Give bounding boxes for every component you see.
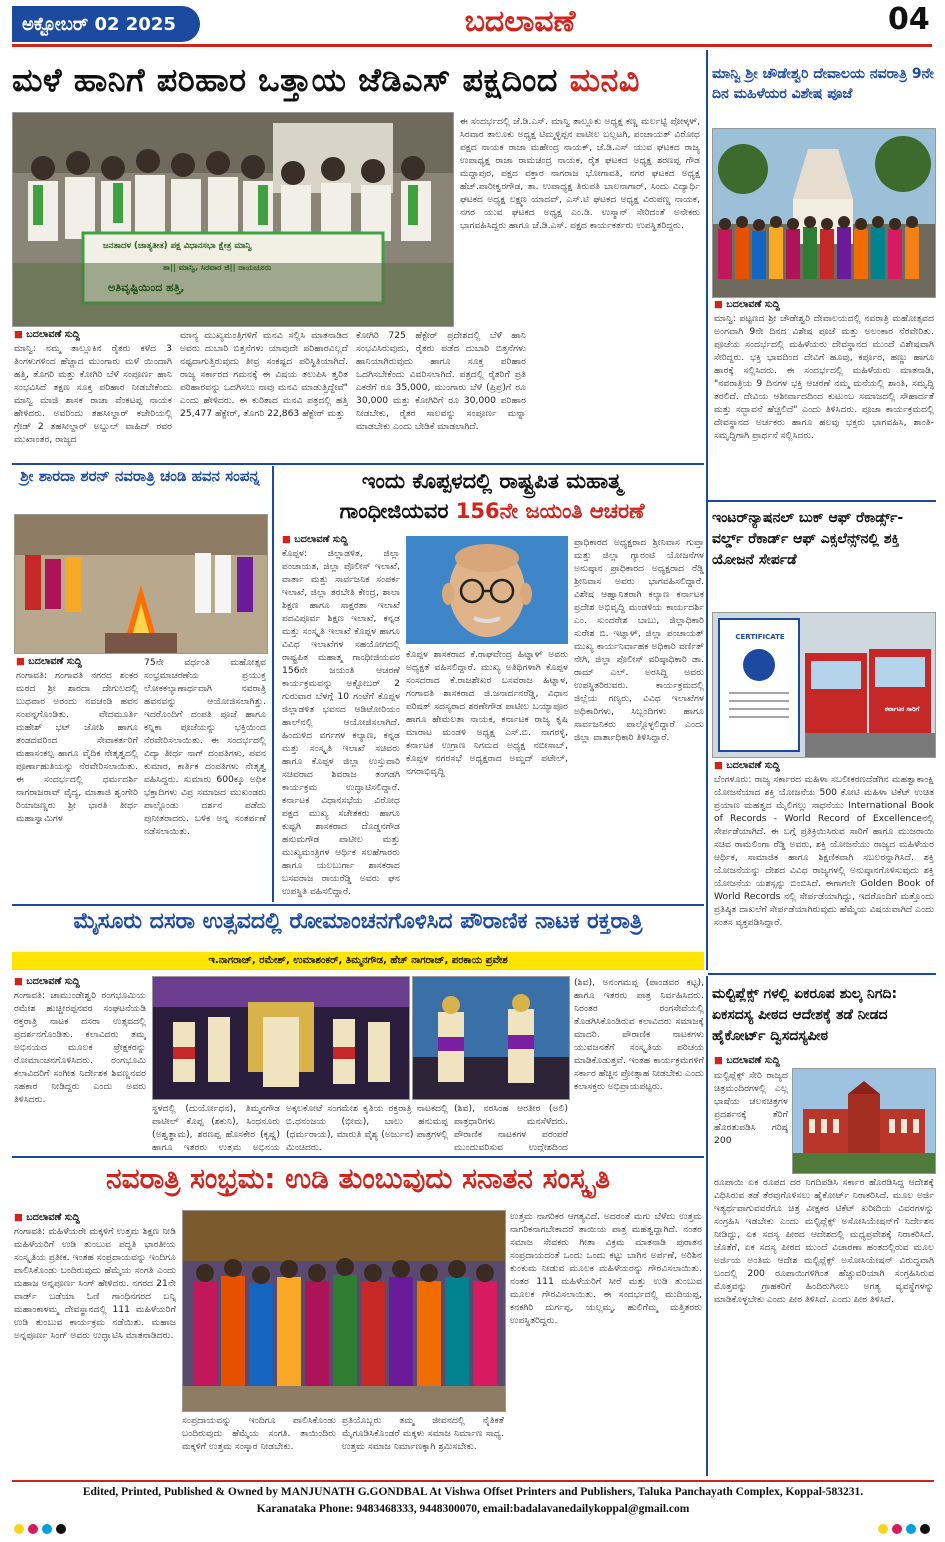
main-headline-part2: ಮನವಿ bbox=[569, 61, 640, 99]
dasara-story-col1: ಗಂಗಾವತಿ: ಚಾಮುಂಡೇಶ್ವರಿ ರಂಗಭೂಮಿಯ ರಮೇಶ ಹುಚ್ಚೀರಪ್ಪನವರ ಸಂಘಟನೆಯಡಿ ರಕ್ತರಾತ್ರಿ ನಾಟಕ ದಸರಾ ಉತ್ಸವದಲ್ಲಿ ಪ್ರದರ್ಶನಗೊಂಡಿತು. ಕಲಾವಿದರು ತಮ್ಮ ಅಭಿನಯದ ಮೂಲಕ ಪ್ರೇಕ್ಷಕರನ್ನು ರೋಮಾಂಚನಗೊಳಿಸಿದರು. ರಂಗಭೂಮಿ ಕಲಾವಿದರಿಗೆ ಸಂಗೀತ ನಿರ್ದೇಶಕ ಶಿವಣ್ಣನವರ ಸಹಕಾರ ನೀಡಿದ್ದರು ಎಂದು ಅವರು ತಿಳಿಸಿದರು. bbox=[14, 990, 146, 1105]
main-story-byline: ■ ಬದಲಾವಣೆ ಸುದ್ದಿ bbox=[14, 329, 80, 340]
navaratri-story-col3: ಪ್ರತಿಯೊಬ್ಬರು ತಮ್ಮ ಜೀವನದಲ್ಲಿ ನೈತಿಕತೆ ಮೈಗೂಡಿಸಿಕೊಂಡರೆ ಮಕ್ಕಳು ಸಮಾಜ ನಿರ್ಮಾಣ ಸಾಧ್ಯ. ಉತ್ತಮ ಸಮಾಜ ನಿರ್ಮಾಣಕ್ಕಾಗಿ ಶ್ರಮಿಸಬೇಕು. bbox=[342, 1415, 504, 1452]
column-rule-sharada bbox=[272, 466, 274, 902]
manvi-story-body: ಮಾನ್ವಿ: ಪಟ್ಟಣದ ಶ್ರೀ ಚೌಡೇಶ್ವರಿ ದೇವಾಲಯದಲ್ಲಿ ನವರಾತ್ರಿ ಮಹೋತ್ಸವದ ಅಂಗವಾಗಿ 9ನೇ ದಿನದ ವಿಶೇಷ ಪೂಜೆ ಮತ್ತು ಅಲಂಕಾರ ನೆರವೇರಿತು. ಪೂಜೆಯ ಸಂದರ್ಭದಲ್ಲಿ ಮಹಿಳೆಯರು ದೇವಸ್ಥಾನದ ಮುಂದೆ ವಿಶೇಷವಾಗಿ ಸೇರಿದ್ದರು. ಭಕ್ತಿ ಭಾವದಿಂದ ದೇವಿಗೆ ಹೂವು, ಕರ್ಪೂರ, ಹಣ್ಣು ಹಾಗೂ ಹಾರಕ್ಕೆ ಸಲ್ಲಿಸಿದರು. ಈ ಸಂದರ್ಭದಲ್ಲಿ ಮಹಿಳೆಯರು ಮಾತನಾಡಿ, "ನವರಾತ್ರಿಯ 9 ದಿನಗಳ ಭಕ್ತಿ ಆಚರಣೆ ನಮ್ಮ ಮನೆಯಲ್ಲಿ ಶಾಂತಿ, ಸಮೃದ್ಧಿ ತರಲಿದೆ. ದೇವಿಯ ಆಶೀರ್ವಾದದಿಂದ ಕುಟುಂಬ ಸಮಾಜದಲ್ಲಿ ಸೌಹಾರ್ದತೆ ಮತ್ತು ಸದ್ಭಾವನೆ ಹೆಚ್ಚಲಿದೆ" ಎಂದು ತಿಳಿಸಿದರು. ಪೂಜಾ ಕಾರ್ಯಕ್ರಮದಲ್ಲಿ ದೇವಸ್ಥಾನದ ಅರ್ಚಕರು ಹಾಗೂ ಹಲವು ಭಕ್ತರು ಭಾಗವಹಿಸಿ, ಶಾಂತಿ-ಸಮೃದ್ಧಿಗಾಗಿ ಪ್ರಾರ್ಥನೆ ಸಲ್ಲಿಸಿದರು. bbox=[714, 313, 934, 441]
header-rule bbox=[12, 44, 932, 47]
shakti-story-byline: ■ ಬದಲಾವಣೆ ಸುದ್ದಿ bbox=[714, 760, 780, 771]
shakti-story-headline: ಇಂಟರ್‌ನ್ಯಾಷನಲ್ ಬುಕ್ ಆಫ್ ರೆಕಾರ್ಡ್ಸ್-ವರ್ಲ್ಡ್ ರೆಕಾರ್ಡ್ ಆಫ್ ಎಕ್ಸಲೆನ್ಸ್‌ನಲ್ಲಿ ಶಕ್ತಿ ಯೋಜನೆ ಸೇರ್ಪಡೆ bbox=[712, 510, 904, 568]
registration-dot-magenta-left bbox=[28, 1524, 38, 1534]
karnataka-high-court-building bbox=[793, 1069, 935, 1173]
shakti-story-body: ಬೆಂಗಳೂರು: ರಾಜ್ಯ ಸರ್ಕಾರದ ಮಹಿಳಾ ಸಬಲೀಕರಣದೆಡೆಗಿನ ಮಹತ್ವಾಕಾಂಕ್ಷಿ ಯೋಜನೆಯಾದ ಶಕ್ತಿ ಯೋಜನೆಯ 500 ಕೋಟಿ ಮಹಿಳಾ ಟಿಕೆಟ್ ಉಚಿತ ಪ್ರಯಾಣ ಮಹತ್ವದ ಮೈಲಿಗಲ್ಲು ಸಾಧನೆಯು International Book of Records - World Record of Excellenceನಲ್ಲಿ ಸೇರ್ಪಡೆಯಾಗಿದೆ. ಈ ಬಗ್ಗೆ ಪ್ರತಿಕ್ರಿಯಿಸಿರುವ ಸಾರಿಗೆ ಹಾಗೂ ಮುಜರಾಯಿ ಸಚಿವ ರಾಮಲಿಂಗಾ ರೆಡ್ಡಿ ಅವರು, ಶಕ್ತಿ ಯೋಜನೆಯು ರಾಜ್ಯದ ಮಹಿಳೆಯರ ಆರ್ಥಿಕ, ಸಾಮಾಜಿಕ ಹಾಗೂ ಶಿಕ್ಷಣಿಕವಾಗಿ ಸಬಲರನ್ನಾಗಿಸಿದೆ. ಶಕ್ತಿ ಯೋಜನೆಯನ್ನು ದೇಶದ ವಿವಿಧ ರಾಜ್ಯಗಳಲ್ಲಿ ಅನುಷ್ಠಾನಗೊಳಿಸುವುದು ಶಕ್ತಿ ಯೋಜನೆಯ ಯಶಸ್ಸನ್ನು ಬಿಂಬಿಸಿದೆ. ಈಗಾಗಲೇ Golden Book of World Records ನಲ್ಲಿ ಸೇರ್ಪಡೆಯಾಗಿದ್ದು, ಇದರೊಂದಿಗೆ ಮತ್ತೊಂದು ಪ್ರತಿಷ್ಠಿತ ದಾಖಲೆಗೆ ಸೇರ್ಪಡೆಯಾಗಿರುವುದು ಹೆಮ್ಮೆಯ ವಿಷಯವಾಗಿದೆ ಎಂದು ಸಂತಸ ವ್ಯಕ್ತಪಡಿಸಿದ್ದಾರೆ. bbox=[714, 774, 934, 928]
registration-dot-black-left bbox=[56, 1524, 66, 1534]
main-story-col2: ಮಾನ್ಯ ಮುಖ್ಯಮಂತ್ರಿಗಳಿಗೆ ಮನವಿ ಸಲ್ಲಿಸಿ ಮಾತನಾಡಿದ ಅವರು ದುಬಾರಿ ಬಿತ್ತನೆಗಳು ಯಾವುದೇ ಪರಿಹಾರವಿಲ್ಲದೆ ನಷ್ಟದಾಗುತ್ತಿರುವುದು ತೀವ್ರ ಸಂಕಷ್ಟದ ಪರಿಸ್ಥಿತಿಯಾಗಿದೆ. ರಾಜ್ಯ ಸರ್ಕಾರದ ಗಮನಕ್ಕೆ ಈ ವಿಷಯ ತಲುಪಿಸಿ ತ್ವರಿತ ಪರಿಹಾರವನ್ನು ಒದಗಿಸಲು ನಾವು ಮನವಿ ಮಾಡುತ್ತಿದ್ದೇವೆ" ಎಂದು ಹೇಳಿದರು. ಈ ಕುರಿತಾದ ಮನವಿ ಪತ್ರದಲ್ಲಿ ಹತ್ತಿ 25,477 ಹೆಕ್ಟೇರ್, ತೊಗರಿ 22,863 ಹೆಕ್ಟೇರ್ ಮತ್ತು bbox=[180, 330, 348, 419]
manvi-story-byline: ■ ಬದಲಾವಣೆ ಸುದ್ದಿ bbox=[714, 299, 780, 310]
sharada-story-col2: 75ನೇ ವರ್ಧಂತಿ ಮಹೋತ್ಸವ ಸಂಭ್ರಮಾಚರಣೆಯ ಪ್ರಯುಕ್ತ ಲೋಕಕಲ್ಯಾಣಾರ್ಥವಾಗಿ ನವರಾತ್ರಿ ಹವನವನ್ನು ಆಯೋಜಿಸಲಾಗಿತ್ತು. ಇದರೊಂದಿಗೆ ದಂಪತಿ ಪೂಜೆ ಹಾಗೂ ಕನ್ನಿಕಾ ಪೂಜೆಯನ್ನು ಭಕ್ತಿಯಿಂದ ನೆರವೇರಿಸಲಾಯಿತು. ಈ ಸಂದರ್ಭದಲ್ಲಿ ವಿದ್ಯಾ ತೀರ್ಥ ನಾಗ್ ದಂಪತಿಗಳು, ಪವನ ಕುಮಾರ, ಕಾರ್ತಿಕ ದಂಪತಿಗಳು ನೇತೃತ್ವ ವಹಿಸಿದ್ದರು. ಸುಮಾರು 600ಕ್ಕೂ ಅಧಿಕ ಭಕ್ತಾದಿಗಳು ವಿಪ್ರ ಸಮಾಜದ ಮುಖಂಡರು ಪಾಲ್ಗೊಂಡು ದರ್ಶನ ಪಡೆದು ಪುನೀತರಾದರು. ಬಳಿಕ ಅನ್ನ ಸಂತರ್ಪಣೆ ನಡೆಸಲಾಯಿತು. bbox=[144, 657, 266, 837]
registration-dot-yellow-left bbox=[14, 1524, 24, 1534]
rule-shakti-bottom bbox=[708, 973, 936, 975]
registration-dot-cyan-left bbox=[42, 1524, 52, 1534]
jds-protest-photo bbox=[13, 113, 453, 326]
certificate-title: CERTIFICATE bbox=[735, 633, 785, 641]
photo-banner-line1: ಜನತಾದಳ (ಜಾತ್ಯತೀತ) ಪಕ್ಷ ವಿಧಾನಸಭಾ ಕ್ಷೇತ್ರ ಮಾನ್ವಿ bbox=[103, 241, 252, 251]
court-story-body2: ರೂಪಾಯಿ ಏಕ ರೂಪದ ದರ ನಿಗದಿಪಡಿಸಿ ಸರ್ಕಾರ ಹೊರಡಿಸಿದ್ದ ಆದೇಶಕ್ಕೆ ವಿಧಿಸಿರುವ ತಡೆ ತೆರವುಗೊಳಿಸಲು ಹೈಕೋರ್ಟ್ ನಿರಾಕರಿಸಿದೆ. ಮೂಲ ಅರ್ಜಿ ಇತ್ಯರ್ಥವಾಗುವವರೆಗೂ ಚಿತ್ರ ವೀಕ್ಷಕರ ಟಿಕೆಟ್ ಖರೀದಿಯ ವಿವರಗಳನ್ನು ಸಂಗ್ರಹಿಸಿ ಇಡಬೇಕು ಎಂದು ಮಲ್ಟಿಪ್ಲೆಕ್ಸ್ ಅಸೋಸಿಯೇಷನ್‌ಗೆ ನಿರ್ದೇಶನ ನೀಡಿದ್ದು, ಏಕ ಸದಸ್ಯ ಪೀಠದ ಆದೇಶದಲ್ಲಿ ಮಧ್ಯಪ್ರವೇಶಕ್ಕೆ ನಿರಾಕರಿಸಿದೆ. ಜೊತೆಗೆ, ಏಕ ಸದಸ್ಯ ಪೀಠದ ಮುಂದೆ ವಿಚಾರಣಾ ಹಂತದಲ್ಲಿರುವ ಮೂಲ ಅರ್ಜಿಯ ಅಂತಿಮ ಆದೇಶ ಮಲ್ಟಿಪ್ಲೆಕ್ಸ್ ಅಸೋಸಿಯೇಷನ್ ವಿರುದ್ಧವಾಗಿ ಬಂದಲ್ಲಿ 200 ರೂಪಾಯಿಗಳಿಗಿಂತ ಹೆಚ್ಚುವರಿಯಾಗಿ ಸಂಗ್ರಹಿಸಿರುವ ಮೊತ್ತವನ್ನು ಗ್ರಾಹಕರಿಗೆ ಹಿಂದಿರುಗಿಸಲು ಅಗತ್ಯ ವ್ಯವಸ್ಥೆಗಳನ್ನು ಮಾಡಿಕೊಳ್ಳಬೇಕು ಎಂದು ಪೀಠ ತಿಳಿಸಿದೆ. ಎಂದು ಪೀಠ ತಿಳಿಸಿದೆ. bbox=[714, 1177, 934, 1305]
gandhi-story-col2: ಕೊಪ್ಪಳ ಶಾಸಕರಾದ ಕೆ.ರಾಘವೇಂದ್ರ ಹಿಟ್ನಾಳ್ ಅವರು ಅಧ್ಯಕ್ಷತೆ ವಹಿಸಲಿದ್ದಾರೆ. ಮುಖ್ಯ ಅತಿಥಿಗಳಾಗಿ ಕೊಪ್ಪಳ ಸಂಸದರಾದ ಕೆ.ರಾಜಶೇಖರ ಬಸವರಾಜ ಹಿಟ್ನಾಳ, ಗಂಗಾವತಿ ಶಾಸಕರಾದ ಜಿ.ಜನಾರ್ದನರೆಡ್ಡಿ, ವಿಧಾನ ಪರಿಷತ್ ಸದಸ್ಯರಾದ ಶರಣೇಗೌಡ ಪಾಟೀಲ ಬಯ್ಯಾಪೂರ ಹಾಗೂ ಹೇಮಲತಾ ನಾಯಕ, ಕರ್ನಾಟಕ ರಾಜ್ಯ ಕೃಷಿ ಮಾರಾಟ ಮಂಡಳಿ ಅಧ್ಯಕ್ಷ ಎಸ್.ಬಿ. ನಾಗರಳ್ಳಿ, ಕರ್ನಾಟಕ ಉಗ್ರಾಣ ನಿಗಮದ ಅಧ್ಯಕ್ಷ ನಬೀಸಾಬ್, ಕೊಪ್ಪಳ ನಗರಸಭೆ ಅಧ್ಯಕ್ಷರಾದ ಅಮ್ಜದ್ ಪಟೇಲ್, ನಗರಾಭಿವೃದ್ಧಿ bbox=[406, 649, 568, 777]
rakta-ratri-stage-photo-2 bbox=[413, 977, 569, 1099]
masthead-title: ಬದಲಾವಣೆ bbox=[464, 4, 576, 39]
main-story-headline bbox=[12, 61, 702, 99]
rule-main-bottom bbox=[12, 463, 704, 465]
dasara-story-col5: (ಶಿವ), ಅನಂಗಮಪ್ಪ (ಪಾಂಡವರ ಕಟ್ಟ), ಹಾಗೂ ಇತರರು ಪಾತ್ರ ನಿರ್ವಹಿಸಿದರು. ನಿರಂತರ ರಂಗಸೇವೆಯಲ್ಲಿ ತೊಡಗಿಸಿಕೊಂಡಿರುವ ಕಲಾವಿದರು ಸಮಾಜಕ್ಕೆ ಮಾದರಿ. ಪೌರಾಣಿಕ ನಾಟಕಗಳು ಯುವಜನತೆಗೆ ಸಂಸ್ಕೃತಿಯ ಪರಿಚಯ ಮಾಡಿಕೊಡುತ್ತವೆ. ಇಂತಹ ಕಾರ್ಯಕ್ರಮಗಳಿಗೆ ಸರ್ಕಾರ ಹೆಚ್ಚಿನ ಪ್ರೋತ್ಸಾಹ ನೀಡಬೇಕು ಎಂದು ಕಲಾಸಕ್ತರು ಅಭಿಪ್ರಾಯಪಟ್ಟರು. bbox=[574, 977, 704, 1092]
court-story-byline: ■ ಬದಲಾವಣೆ ಸುದ್ದಿ bbox=[714, 1055, 780, 1066]
navaratri-story-col4: ಉತ್ತಮ ನಾಗರಿಕರ ಆಗತ್ಯವಿದೆ. ಅದರಂತೆ ಮಗು ಬೆಳೆದು ಉತ್ತಮ ನಾಗರಿಕನಾಗಬೇಕಾದರೆ ತಾಯಿಯ ಪಾತ್ರ ಮಹತ್ವದ್ದಾಗಿದೆ. ನಂತರ ಸಮಾಜ ಸೇವಕರು ಗೀತಾ ವಿಕ್ರಮ ಮಾತನಾಡಿ ಪುರಾತನ ಸಂಪ್ರದಾಯದಂತೆ ಒಂದು ಒಂದು ಕಟ್ಟು ಬಾಗಿನ ಅರ್ಪಣೆ, ಅರಿಶಿನ ಕುಂಕುಮ ನೀಡುವ ಮೂಲಕ ಮಹಿಳೆಯರನ್ನು ಗೌರವಿಸಲಾಯಿತು. ನಂತರ 111 ಮಹಿಳೆಯರಿಗೆ ಸೀರೆ ಮತ್ತು ಉಡಿ ತುಂಬುವ ಮೂಲಕ ಗೌರವಿಸಲಾಯಿತು. ಈ ಸಂದರ್ಭದಲ್ಲಿ ಮುದಿಯಪ್ಪ, ಕನಕಗಿರಿ ದುರ್ಗಪ್ಪ, ಯಲ್ಲಮ್ಮ, ಹುಲಿಗೆಮ್ಮ ಮತ್ತಿತರರು ಉಪಸ್ಥಿತರಿದ್ದರು. bbox=[510, 1211, 702, 1326]
dasara-story-byline: ■ ಬದಲಾವಣೆ ಸುದ್ದಿ bbox=[14, 976, 80, 987]
sharada-story-headline: ಶ್ರೀ ಶಾರದಾ ಶರನ್ ನವರಾತ್ರಿ ಚಂಡಿ ಹವನ ಸಂಪನ್ನ bbox=[20, 467, 260, 485]
photo-banner-line2: ತಾ|| ಮಾನ್ವಿ, ಸಿರವಾರ ಜಿ|| ರಾಯಚೂರು bbox=[163, 263, 272, 272]
gandhi-headline-part2: 156ನೇ ಜಯಂತಿ ಆಚರಣೆ bbox=[455, 499, 645, 523]
rakta-ratri-stage-photo-1 bbox=[153, 977, 409, 1099]
navaratri-story-headline: ನವರಾತ್ರಿ ಸಂಭ್ರಮ: ಉಡಿ ತುಂಬುವುದು ಸನಾತನ ಸಂಸ್ಕೃತಿ bbox=[106, 1162, 610, 1195]
gandhi-headline-part1: ಗಾಂಧೀಜಿಯವರ bbox=[339, 499, 456, 523]
dasara-cast-strip: ಇ.ನಾಗರಾಜ್, ರಮೇಶ್, ಉಮಾಶಂಕರ್, ತಿಮ್ಮನಗೌಡ, ಹೆಚ್ ನಾಗರಾಜ್, ಪರಕಾಯ ಪ್ರವೇಶ bbox=[12, 952, 704, 970]
registration-dot-cyan-right bbox=[906, 1524, 916, 1534]
footer-imprint-line1: Edited, Printed, Published & Owned by MANJUNATH G.GONDBAL At Vishwa Offset Printers and Publishers, Taluka Panchayath Complex, Koppal-583231. bbox=[82, 1486, 864, 1498]
gandhi-portrait bbox=[406, 536, 568, 644]
court-story-body1: ಮಲ್ಟಿಪ್ಲೆಕ್ಸ್ ಸೇರಿ ರಾಜ್ಯದ ಚಿತ್ರಮಂದಿರಗಳಲ್ಲಿ ಎಲ್ಲ ಭಾಷೆಯ ಚಲನಚಿತ್ರಗಳ ಪ್ರದರ್ಶನಕ್ಕೆ ತೆರಿಗೆ ಹೊರತುಪಡಿಸಿ ಗರಿಷ್ಠ 200 bbox=[714, 1070, 788, 1146]
registration-dot-yellow-right bbox=[878, 1524, 888, 1534]
footer-rule bbox=[12, 1480, 934, 1482]
page-number: 04 bbox=[888, 2, 930, 37]
navaratri-story-col1: ಗಂಗಾವತಿ: ಮಹಿಳೆಯರೇ ಮಕ್ಕಳಿಗೆ ಉತ್ತಮ ಶಿಕ್ಷಣ ನೀಡಿ ಮಹಿಳೆಯರಿಗೆ ಉಡಿ ತುಂಬುವ ಪದ್ಧತಿ ಭಾರತೀಯ ಸಂಸ್ಕೃತಿಯ ಪ್ರತೀಕ. ಇಂತಹ ಸಂಪ್ರದಾಯವನ್ನು ಇಂದಿಗೂ ಪಾಲಿಸಿಕೊಂಡು ಬಂದಿರುವುದು ಹೆಮ್ಮೆಯ ಸಂಗತಿ ಎಂದು ಮಹಾಜ ಅನ್ನಪೂರ್ಣ ಸಿಂಗ್ ಹೇಳಿದರು. ನಗರದ 21ನೇ ವಾರ್ಡ್ ಬಡೆಯಾ ಓಣಿ ಗಾಂಧಿನಗರದ ಬನ್ನಿ ಮಹಾಂಕಾಳಮ್ಮ ದೇವಸ್ಥಾನದಲ್ಲಿ 111 ಮಹಿಳೆಯರಿಗೆ ಉಡಿ ತುಂಬುವ ಕಾರ್ಯಕ್ರಮ ನಡೆಯಿತು. ಮಹಾಜ ಅನ್ನಪೂರ್ಣ ಸಿಂಗ್ ಅವರು ಉದ್ಘಾಟಿಸಿ ಮಾತನಾಡಿದರು. bbox=[14, 1226, 176, 1341]
registration-dot-black-right bbox=[920, 1524, 930, 1534]
dasara-play-photo-1 bbox=[152, 976, 410, 1100]
navaratri-story-col2: ಸಂಪ್ರದಾಯವನ್ನು ಇಂದಿಗೂ ಪಾಲಿಸಿಕೊಂಡು ಬಂದಿರುವುದು ಹೆಮ್ಮೆಯ ಸಂಗತಿ. ತಾಯಿಂದಿರು ಮಕ್ಕಳಿಗೆ ಉತ್ತಮ ಸಂಸ್ಕಾರ ನೀಡಬೇಕು. bbox=[182, 1415, 336, 1452]
high-court-photo bbox=[792, 1068, 936, 1174]
dasara-story-col3: ಅಕ್ಕಲಕೋಟೆ ಸಂಗಮೇಶ ಕೃತಿಯ ರಕ್ತರಾತ್ರಿ ನಾಟಕದಲ್ಲಿ ಬಿ.ಧನಂಜಯ (ಭೀಮ), ಬಾಲು ಹನುಮಪ್ಪ (ಧರ್ಮರಾಯ), ಮಾರುತಿ ವೈಶ್ಯ (ಅರ್ಜುನ) ಪಾತ್ರಗಳಲ್ಲಿ ಮಿಂಚಿದರು. bbox=[286, 1103, 448, 1152]
column-rule-right-mid bbox=[706, 504, 708, 970]
temple-women-photo bbox=[713, 129, 935, 297]
issue-date: ಅಕ್ಟೋಬರ್ 02 2025 bbox=[12, 6, 200, 42]
sharada-story-byline: ■ ಬದಲಾವಣೆ ಸುದ್ದಿ bbox=[16, 656, 82, 667]
rule-manvi-bottom bbox=[708, 500, 936, 502]
shakti-record-photo bbox=[712, 612, 936, 758]
dasara-story-col4: (ಶಿವ), ನರಸಿಂಹ ಆರತೀರ (ಅಲಿ) ಪಾತ್ರಧಾರಿಗಳು ಮನಸೆಳೆದರು. ಪೌರಾಣಿಕ ನಾಟಕಗಳ ಪರಂಪರೆ ಮುಂದುವರಿಸುವ ಉದ್ದೇಶದಿಂದ bbox=[454, 1103, 568, 1152]
main-story-photo bbox=[12, 112, 454, 327]
footer-imprint-line2: Karanataka Phone: 9483468333, 9448300070, email:badalavanedailykoppal@gmail.com bbox=[256, 1503, 690, 1515]
gandhi-story-col1: ಕೊಪ್ಪಳ: ಜಿಲ್ಲಾಡಳಿತ, ಜಿಲ್ಲಾ ಪಂಚಾಯತ, ಜಿಲ್ಲಾ ಪೊಲೀಸ್ ಇಲಾಖೆ, ವಾರ್ತಾ ಮತ್ತು ಸಾರ್ವಜನಿಕ ಸಂಪರ್ಕ ಇಲಾಖೆ, ಜಿಲ್ಲಾ ತರಬೇತಿ ಕೇಂದ್ರ, ಶಾಲಾ ಶಿಕ್ಷಣ ಹಾಗೂ ಸಾಕ್ಷರತಾ ಇಲಾಖೆ ಪದವಿಪೂರ್ವ ಶಿಕ್ಷಣ ಇಲಾಖೆ, ಕನ್ನಡ ಮತ್ತು ಸಂಸ್ಕೃತಿ ಇಲಾಖೆ ಕೊಪ್ಪಳ ಹಾಗೂ ವಿವಿಧ ಇಲಾಖೆಗಳ ಸಹಯೋಗದಲ್ಲಿ ರಾಷ್ಟ್ರಪಿತ ಮಹಾತ್ಮ ಗಾಂಧೀಜಿಯವರ 156ನೇ ಜಯಂತಿ ಆಚರಣೆ ಕಾರ್ಯಕ್ರಮವನ್ನು ಅಕ್ಟೋಬರ್ 2 ಗುರುವಾರ ಬೆಳಗ್ಗೆ 10 ಗಂಟೆಗೆ ಕೊಪ್ಪಳ ಜಿಲ್ಲಾಡಳಿತ ಭವನದ ಆಡಿಟೋರಿಯಂ ಹಾಲ್‌ನಲ್ಲಿ ಆಯೋಜಿಸಲಾಗಿದೆ. ಹಿಂದುಳಿದ ವರ್ಗಗಳ ಕಲ್ಯಾಣ, ಕನ್ನಡ ಮತ್ತು ಸಂಸ್ಕೃತಿ ಇಲಾಖೆ ಸಚಿವರು ಹಾಗೂ ಕೊಪ್ಪಳ ಜಿಲ್ಲಾ ಉಸ್ತುವಾರಿ ಸಚಿವರಾದ ಶಿವರಾಜ ತಂಗಡಗಿ ಕಾರ್ಯಕ್ರಮ ಉದ್ಘಾಟಿಸಲಿದ್ದಾರೆ. ಕರ್ನಾಟಕ ವಿಧಾನಸಭೆಯ ವಿರೋಧ ಪಕ್ಷದ ಮುಖ್ಯ ಸಚೇತಕರು ಹಾಗೂ ಕುಷ್ಟಗಿ ಶಾಸಕರಾದ ದೊಡ್ಡನಗೌಡ ಹನುಮಗೌಡ ಪಾಟೀಲ ಮತ್ತು ಮುಖ್ಯಮಂತ್ರಿಗಳ ಆರ್ಥಿಕ ಸಲಹೆಗಾರರು ಹಾಗೂ ಯಲಬುರ್ಗಾ ಶಾಸಕರಾದ ಬಸವರಾಜ ರಾಯರೆಡ್ಡಿ ಅವರು ಘನ ಉಪಸ್ಥಿತಿ ವಹಿಸಲಿದ್ದಾರೆ. bbox=[282, 548, 400, 897]
navaratri-story-byline: ■ ಬದಲಾವಣೆ ಸುದ್ದಿ bbox=[14, 1212, 80, 1223]
main-headline-part1: ಮಳೆ ಹಾನಿಗೆ ಪರಿಹಾರ ಒತ್ತಾಯ ಜೆಡಿಎಸ್ ಪಕ್ಷದಿಂದ bbox=[12, 61, 570, 99]
sharada-havan-photo bbox=[14, 514, 268, 654]
rule-lower bbox=[12, 1156, 704, 1158]
gandhi-headline-line2 bbox=[280, 500, 704, 522]
sharada-story-col1: ಗಂಗಾವತಿ: ಗಂಗಾವತಿ ನಗರದ ಶಂಕರ ಮಠದ ಶ್ರೀ ಶಾರದಾ ದೇಗುಲದಲ್ಲಿ ಬುಧವಾರ ಅರಂದು ನವಚಂಡಿ ಹವನ ಸಂಪನ್ನಗೊಂಡಿತು. ವೇದಮೂರ್ತಿ ಮಹೇಶ್ ಭಟ್ ಜೋಶಿ ಹಾಗೂ ತಂಡದವರಿಂದ ಸೇವಾಕರ್ತರಿಗೆ ಮಹಾಸಂಕಲ್ಪ ಹಾಗೂ ವೈದಿಕ ನೇತೃತ್ವದಲ್ಲಿ ಪೂರ್ಣಾಹುತಿಯನ್ನು ನೆರವೇರಿಸಲಾಯಿತು. ಈ ಸಂದರ್ಭದಲ್ಲಿ ಧರ್ಮದರ್ಶಿ ನಾಗರಾಜರಾವ್ ವೈದ್ಯ, ಮಾತಾಜಿ ಶೃಂಗೇರಿ ರಿಯಾಜಣ್ಣರು ಶ್ರೀ ಭಾರತಿ ತೀರ್ಥ ಮಹಾಸ್ವಾಮಿಗಳ bbox=[16, 670, 138, 824]
women-group-photo bbox=[183, 1211, 505, 1411]
photo-banner-line3: ಅತಿವೃಷ್ಟಿಯಿಂದ ಹತ್ತಿ, bbox=[108, 281, 185, 294]
gandhi-portrait-illustration bbox=[406, 536, 568, 644]
manvi-temple-photo bbox=[712, 128, 936, 298]
gandhi-story-col3: ಪ್ರಾಧಿಕಾರದ ಅಧ್ಯಕ್ಷರಾದ ಶ್ರೀನಿವಾಸ ಗುಪ್ತಾ ಮತ್ತು ಜಿಲ್ಲಾ ಗ್ಯಾರಂಟಿ ಯೋಜನೆಗಳ ಅನುಷ್ಠಾನ ಪ್ರಾಧಿಕಾರದ ಅಧ್ಯಕ್ಷರಾದ ರೆಡ್ಡಿ ಶ್ರೀನಿವಾಸ ಅವರು ಭಾಗವಹಿಸಲಿದ್ದಾರೆ. ವಿಶೇಷ ಆಹ್ವಾನಿತರಾಗಿ ಕಲ್ಯಾಣ ಕರ್ನಾಟಕ ಪ್ರದೇಶ ಅಭಿವೃದ್ಧಿ ಮಂಡಳಿಯ ಕಾರ್ಯದರ್ಶಿ ಎಂ. ಸುಂದರೇಶ ಬಾಬು, ಜಿಲ್ಲಾಧಿಕಾರಿ ಸುರೇಶ ಬಿ. ಇಟ್ನಾಳ್, ಜಿಲ್ಲಾ ಪಂಚಾಯತ್ ಮುಖ್ಯ ಕಾರ್ಯನಿರ್ವಾಹಕ ಅಧಿಕಾರಿ ವರ್ಣಿತ್ ನೇಗಿ, ಜಿಲ್ಲಾ ಪೊಲೀಸ್ ವರಿಷ್ಠಾಧಿಕಾರಿ ಡಾ. ರಾಮ್ ಎಲ್. ಅರಸಿದ್ದಿ ಅವರು ಉಪಸ್ಥಿತರಿರುವರು. ಕಾರ್ಯಕ್ರಮದಲ್ಲಿ ಜಿಲ್ಲೆಯ ಗಣ್ಯರು, ವಿವಿಧ ಇಲಾಖೆಗಳ ಅಧಿಕಾರಿಗಳು, ಸಿಬ್ಬಂದಿಗಳು ಹಾಗೂ ಸಾರ್ವಜನಿಕರು ಪಾಲ್ಗೊಳ್ಳಲಿದ್ದಾರೆ ಎಂದು ಜಿಲ್ಲಾ ವಾರ್ತಾಧಿಕಾರಿ ತಿಳಿಸಿದ್ದಾರೆ. bbox=[574, 537, 704, 743]
dasara-story-headline: ಮೈಸೂರು ದಸರಾ ಉತ್ಸವದಲ್ಲಿ ರೋಮಾಂಚನಗೊಳಿಸಿದ ಪೌರಾಣಿಕ ನಾಟಕ ರಕ್ತರಾತ್ರಿ bbox=[73, 909, 643, 934]
dasara-story-col2: ಸ್ಥಳದಲ್ಲಿ (ದುರ್ಯೋಧನ), ತಿಮ್ಮನಗೌಡ ಪಾಟೀಲ್ ಕೊಪ್ಪ (ಶಕುನಿ), ಸಿಂಧನೂರು (ಅಶ್ವತ್ಥಾಮ), ಶರಣಪ್ಪ ಹೊಸಕೇರ (ಕೃಷ್ಣ) ಹಾಗೂ ಇತರರು ಉತ್ತಮ ಅಭಿನಯ bbox=[152, 1103, 280, 1152]
main-story-col1: ಮಾನ್ವಿ: ನಮ್ಮ ತಾಲ್ಲೂಕಿನ ರೈತರು ಕಳೆದ 3 ತಿಂಗಳುಗಳಿಂದ ಹೆಚ್ಚಾದ ಮುಂಗಾರು ಮಳೆ ಯಿಂದಾಗಿ ಹತ್ತಿ, ತೊಗರಿ ಮತ್ತು ಕೋಗಿರಿ ಬೆಳೆ ಸಂಪೂರ್ಣ ಹಾನಿ ಸಂಭವಿಸಿದೆ ತಕ್ಷಣ ಸೂಕ್ತ ಪರಿಹಾರ ನೀಡಬೇಕೆಂದು ಮಾನ್ವಿ ಮಾಜಿ ಶಾಸಕ ರಾಜಾ ವೆಂಕಟಪ್ಪ ನಾಯಕ ಹೇಳಿದರು. ಅವರಿಂದು ತಹಸೀಲ್ದಾರ್ ಕಚೇರಿಯಲ್ಲಿ ಗ್ರೇಡ್ 2 ತಹಸೀಲ್ದಾರ್ ಅಬ್ದುಲ್ ವಾಹಿದ್ ರವರ ಮುಖಾಂತರ, ರಾಜ್ಯದ bbox=[14, 343, 172, 445]
navaratri-udi-photo bbox=[182, 1210, 506, 1412]
rule-mid bbox=[12, 904, 704, 906]
bus-label: ಕರ್ನಾಟಕ ಸಾರಿಗೆ bbox=[884, 705, 920, 713]
registration-dot-magenta-right bbox=[892, 1524, 902, 1534]
main-story-col4: ಈ ಸಂದರ್ಭದಲ್ಲಿ ಜೆ.ಡಿ.ಎಸ್. ಮಾನ್ವಿ ತಾಲ್ಲೂಕು ಅಧ್ಯಕ್ಷ ಕಣ್ಣ ಮರ್ಲಟ್ಟಿ ಪೋಳ್ಕಳ್, ಸಿರವಾರ ತಾಲೂಕು ಅಧ್ಯಕ್ಷ ಟಿಮ್ಮಳ್ಳಿಪ್ಪನ ಪಾಟೀಲ ಬಲ್ಲಟಗಿ, ಪಂಚಾಯತ್ ವಿರೋಧ ಪಕ್ಷದ ನಾಯಕ ರಾಜಾ ಮಹೇಂದ್ರ ನಾಯಕ್, ಜೆ.ಡಿ.ಎಸ್ ಯುವ ಘಟಕದ ರಾಜ್ಯ ಉಪಾಧ್ಯಕ್ಷ ರಾಜಾ ರಾಮಚಂದ್ರ ನಾಯಕ, ರೈತ ಘಟಕದ ಅಧ್ಯಕ್ಷ ಶರಣಪ್ಪ ಗೌಡ ಮದ್ದಾಪುರ, ಪಕ್ಷದ ವಕ್ತಾರ ನಾಗರಾಜ ಭೋಗಾವತಿ, ನಗರ ಘಟಕದ ಅಧ್ಯಕ್ಷ ಹೆಚ್.ಪಾರೀಕ್ವರಗೌಡ, ತಾ. ಉಪಾಧ್ಯಕ್ಷ ತಿರುಪತಿ ಬಾಲನಾಗಾರ್, ಸಿಂದು ವಿದ್ಯಾರ್ಥಿ ಘಟಕದ ಅಧ್ಯಕ್ಷ ಲಕ್ಷ್ಮಣ ಯಾದವ್, ಎಸ್.ಟಿ ಘಟಕದ ಅಧ್ಯಕ್ಷ ವಿರುಪಣ್ಣ ನಾಯಕ, ನಗರ ಯುವ ಘಟಕದ ಅಧ್ಯಕ್ಷ ಎಂ.ಡಿ. ಉಸ್ಮಾನ್ ಸೇರಿದಂತೆ ಅನೇಕರು ಭಾಗವಹಿಸಿದ್ದರು ಹಾಗೂ ಜೆ.ಡಿ.ಎಸ್. ಪಕ್ಷದ ಕಾರ್ಯಕರ್ತರು ಉಪಸ್ಥಿತರಿದ್ದರು. bbox=[460, 116, 700, 231]
gandhi-headline-line1: ಇಂದು ಕೊಪ್ಪಳದಲ್ಲಿ ರಾಷ್ಟ್ರಪಿತ ಮಹಾತ್ಮ bbox=[361, 469, 623, 493]
court-story-headline: ಮಲ್ಟಿಪ್ಲೆಕ್ಸ್ ಗಳಲ್ಲಿ ಏಕರೂಪ ಶುಲ್ಕ ನಿಗದಿ: ಏಕಸದಸ್ಯ ಪೀಠದ ಆದೇಶಕ್ಕೆ ತಡೆ ನೀಡದ ಹೈಕೋರ್ಟ್ ದ್ವಿಸದಸ್ಯಪೀಠ bbox=[712, 986, 898, 1044]
manvi-story-headline: ಮಾನ್ವಿ ಶ್ರೀ ಚೌಡೇಶ್ವರಿ ದೇವಾಲಯ ನವರಾತ್ರಿ 9ನೇ ದಿನ ಮಹಿಳೆಯರ ವಿಶೇಷ ಪೂಜೆ bbox=[712, 66, 934, 102]
column-rule-right-bottom bbox=[706, 976, 708, 1476]
gandhi-story-byline: ■ ಬದಲಾವಣೆ ಸುದ್ದಿ bbox=[282, 534, 348, 545]
dasara-play-photo-2 bbox=[412, 976, 570, 1100]
main-story-col3: ಕೋಗಿರಿ 725 ಹೆಕ್ಟೇರ್ ಪ್ರದೇಶದಲ್ಲಿ ಬೆಳೆ ಹಾನಿ ಸಂಭವಿಸಿರುವುದು, ರೈತರು ಪಡೆದ ದುಬಾರಿ ಬಿತ್ತನೆಗಳು ಹಾನಿಯಾಗಿರುವುದು ಹಾಗೂ ಸೂಕ್ತ ಪರಿಹಾರ ಒದಗಿಸಬೇಕೆಂದು ವಿವರಿಸಲಾಗಿದೆ. ಪತ್ರದಲ್ಲಿ ರೈತರಿಗೆ ಪ್ರತಿ ಎಕರೆಗೆ ರೂ 35,000, ಮುಂಗಾರು ಬೆಳೆ (ಪ್ರಿಪ್ರ)ಗೆ ರೂ 30,000 ಮತ್ತು ಕೋಗಿರಿಗೆ ರೂ 30,000 ಪರಿಹಾರ ನೀಡಬೇಕು, ರೈತರ ಸಾಲವನ್ನು ಸಂಪೂರ್ಣ ಮನ್ನಾ ಮಾಡಬೇಕು ಎಂದು ಬೇಡಿಕೆ ಮಾಡಲಾಗಿದೆ. bbox=[356, 330, 526, 432]
havan-ritual-photo bbox=[15, 515, 267, 653]
